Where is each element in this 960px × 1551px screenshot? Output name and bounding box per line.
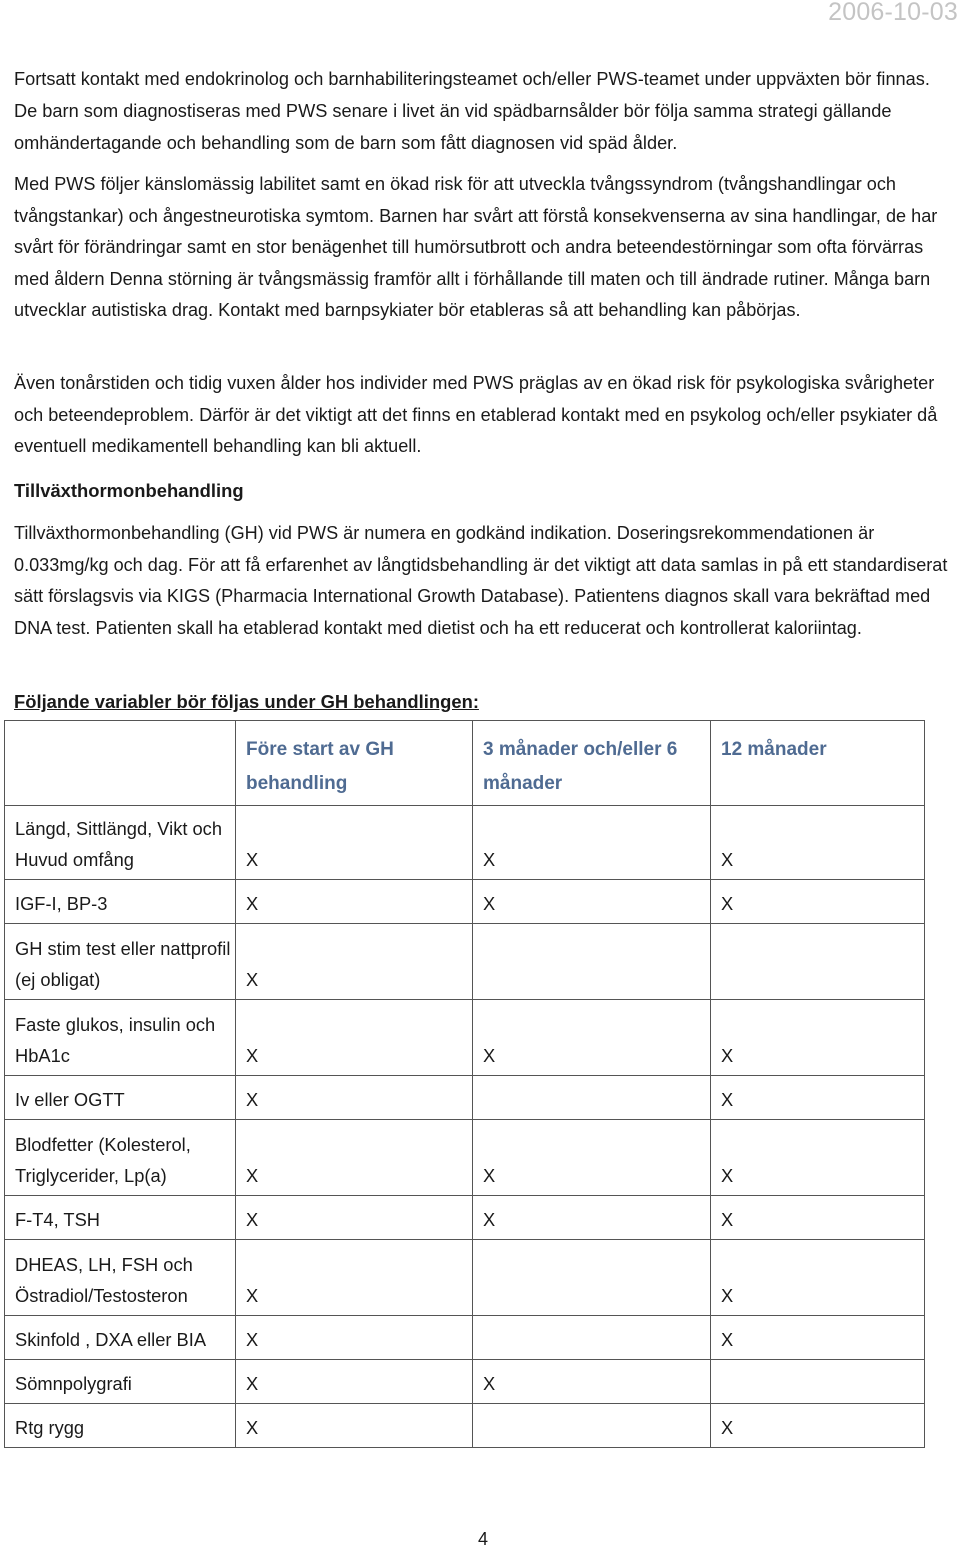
cell-before: X [236,924,473,1000]
cell-12m: X [711,1240,925,1316]
table-row [5,1316,925,1360]
table-row [5,880,925,924]
cell-3-6m [473,1404,711,1448]
cell-3-6m: X [473,1120,711,1196]
header-date: 2006-10-03 [828,0,958,26]
cell-3-6m: X [473,1196,711,1240]
row-label: Iv eller OGTT [5,1076,236,1120]
cell-before: X [236,1404,473,1448]
cell-3-6m [473,1316,711,1360]
cell-3-6m: X [473,806,711,880]
paragraph-emotional-lability: Med PWS följer känslomässig labilitet samt en ökad risk för att utveckla tvångssyndrom (tvångshandlingar och tvångstankar) och ångestneurotiska symtom. Barnen har svårt att förstå konsekvenserna av sina handlingar, de har svårt för förändringar samt en stor benägenhet till humörsutbrott och andra beteendestörningar som ofta förvärras med åldern Denna störning är tvångsmässig framför allt i förhållande till maten och till ändrade rutiner. Många barn utvecklar autistiska drag. Kontakt med barnpsykiater bör etableras så att behandling kan påbörjas. [14,174,938,320]
row-label: Blodfetter (Kolesterol, Triglycerider, Lp(a) [5,1120,236,1196]
header-cell-before-start: Före start av GH behandling [236,721,473,806]
row-label: DHEAS, LH, FSH och Östradiol/Testosteron [5,1240,236,1316]
cell-12m: X [711,1120,925,1196]
table-title: Följande variabler bör följas under GH behandlingen: [14,691,479,712]
table-row [5,1196,925,1240]
paragraph-endocrinology: Fortsatt kontakt med endokrinolog och barnhabiliteringsteamet och/eller PWS-teamet under uppväxten bör finnas. De barn som diagnostiseras med PWS senare i livet än vid spädbarnsålder bör följa samma strategi gällande omhändertagande och behandling som de barn som fått diagnosen vid späd ålder. [14,69,930,153]
gh-variables-table [4,720,925,1448]
row-label: Faste glukos, insulin och HbA1c [5,1000,236,1076]
cell-before: X [236,880,473,924]
row-label: Skinfold , DXA eller BIA [5,1316,236,1360]
cell-12m [711,924,925,1000]
cell-before: X [236,1240,473,1316]
cell-3-6m: X [473,1000,711,1076]
cell-3-6m: X [473,880,711,924]
cell-12m: X [711,806,925,880]
header-cell-12-months: 12 månader [711,721,925,806]
cell-12m: X [711,1404,925,1448]
table-row [5,1000,925,1076]
table-row [5,806,925,880]
table-row [5,1404,925,1448]
row-label: Rtg rygg [5,1404,236,1448]
cell-before: X [236,1196,473,1240]
cell-3-6m [473,1240,711,1316]
row-label: GH stim test eller nattprofil (ej obligat) [5,924,236,1000]
row-label: Sömnpolygrafi [5,1360,236,1404]
cell-3-6m [473,924,711,1000]
page-number: 4 [478,1529,489,1549]
cell-3-6m [473,1076,711,1120]
row-label: IGF-I, BP-3 [5,880,236,924]
header-cell-empty [5,721,236,806]
row-label: Längd, Sittlängd, Vikt och Huvud omfång [5,806,236,880]
cell-before: X [236,1076,473,1120]
table-row [5,1076,925,1120]
cell-12m: X [711,880,925,924]
header-cell-3-6-months: 3 månader och/eller 6 månader [473,721,711,806]
table-row [5,1360,925,1404]
cell-before: X [236,1000,473,1076]
cell-before: X [236,806,473,880]
paragraph-adolescence: Även tonårstiden och tidig vuxen ålder hos individer med PWS präglas av en ökad risk för psykologiska svårigheter och beteendeproblem. Därför är det viktigt att det finns en etablerad kontakt med en psykolog och/eller psykiater då eventuell medikamentell behandling kan bli aktuell. [14,373,938,456]
cell-12m: X [711,1316,925,1360]
row-label: F-T4, TSH [5,1196,236,1240]
cell-12m [711,1360,925,1404]
table-row [5,1120,925,1196]
cell-before: X [236,1316,473,1360]
cell-12m: X [711,1000,925,1076]
cell-12m: X [711,1076,925,1120]
cell-12m: X [711,1196,925,1240]
cell-before: X [236,1360,473,1404]
cell-before: X [236,1120,473,1196]
paragraph-gh-treatment: Tillväxthormonbehandling (GH) vid PWS är numera en godkänd indikation. Doseringsrekommendationen är 0.033mg/kg och dag. För att få erfarenhet av långtidsbehandling är det viktigt att data samlas in på ett standardiserat sätt förslagsvis via KIGS (Pharmacia International Growth Database). Patientens diagnos skall vara bekräftad med DNA test. Patienten skall ha etablerad kontakt med dietist och ha ett reducerat och kontrollerat kaloriintag. [14,523,948,638]
cell-3-6m: X [473,1360,711,1404]
table-row [5,924,925,1000]
table-row [5,1240,925,1316]
table-header-row [5,721,925,806]
section-heading-gh-treatment: Tillväxthormonbehandling [14,480,244,501]
